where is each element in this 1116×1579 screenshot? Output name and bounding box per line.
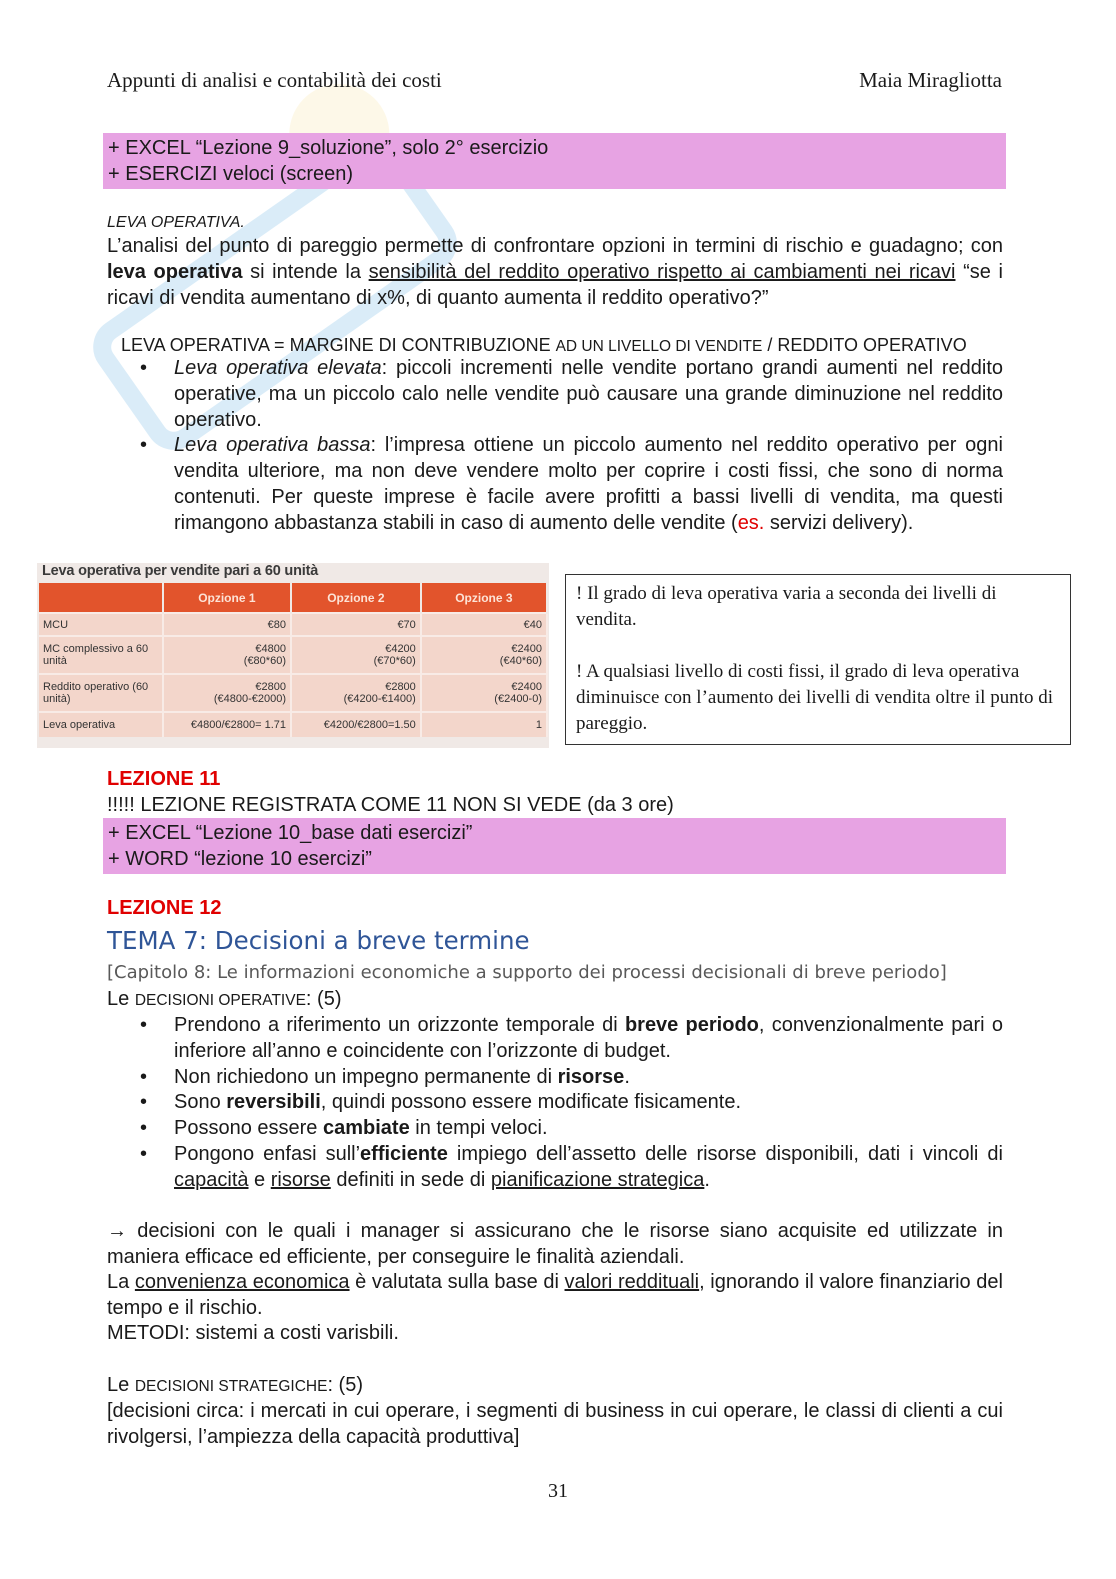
table-row: Leva operativa €4800/€2800= 1.71 €4200/€2800=1.50 1 [39, 712, 547, 737]
lesson-11-warning: !!!!! LEZIONE REGISTRATA COME 11 NON SI VEDE (da 3 ore) [107, 794, 674, 816]
header-title: Appunti di analisi e contabilità dei costi [107, 68, 442, 92]
decisioni-summary: → decisioni con le quali i manager si assicurano che le risorse siano acquisite ed utilizzate in maniera efficace ed efficiente, per conseguire le finalità aziendali. [107, 1220, 1003, 1268]
table-row: MC complessivo a 60 unità €4800 (€80*60) €4200 (€70*60) €2400 (€40*60) [39, 636, 547, 674]
leva-paragraph: L’analisi del punto di pareggio permette di confrontare opzioni in termini di rischio e guadagno; con leva operativa si intende la sensibilità del reddito operativo rispetto ai cambiamenti nei ricavi “se i ricavi di vendita aumentano di x%, di quanto aumenta il reddito operativo?” [107, 235, 1003, 309]
highlight-line: + WORD “lezione 10 esercizi” [108, 848, 372, 870]
list-item: • Prendono a riferimento un orizzonte temporale di breve periodo, convenzionalmente pari o inferiore all’anno e coincidente con l’orizzonte di budget. [107, 1013, 1003, 1065]
list-item: • Possono essere cambiate in tempi veloci. [107, 1116, 1003, 1142]
highlight-line: + EXCEL “Lezione 9_soluzione”, solo 2° esercizio [108, 137, 549, 159]
metodi-line: METODI: sistemi a costi varisbili. [107, 1322, 399, 1344]
leva-formula: LEVA OPERATIVA = MARGINE DI CONTRIBUZIONE AD UN LIVELLO DI VENDITE / REDDITO OPERATIVO [121, 335, 967, 355]
decisioni-strategiche-text: [decisioni circa: i mercati in cui operare, i segmenti di business in cui operare, le classi di clienti a cui rivolgersi, l’ampiezza della capacità produttiva] [107, 1400, 1003, 1448]
convenienza-paragraph: La convenienza economica è valutata sulla base di valori reddituali, ignorando il valore finanziario del tempo e il rischio. [107, 1271, 1003, 1319]
table-header: Opzione 3 [421, 583, 547, 613]
note-line: ! A qualsiasi livello di costi fissi, il grado di leva operativa diminuisce con l’aumento dei livelli di vendita oltre il punto di pareggio. [576, 661, 1054, 734]
table-header: Opzione 2 [291, 583, 421, 613]
decisioni-operative-heading: Le DECISIONI OPERATIVE: (5) [107, 988, 342, 1010]
leva-bullet-list [107, 356, 1003, 537]
table-row: Reddito operativo (60 unità) €2800 (€4800-€2000) €2800 (€4200-€1400) €2400 (€2400-0) [39, 674, 547, 712]
highlight-block-lesson-11 [103, 818, 1006, 874]
decisioni-strategiche-heading: Le DECISIONI STRATEGICHE: (5) [107, 1374, 363, 1396]
leva-table [39, 583, 548, 737]
decisioni-operative-list [107, 1013, 1003, 1194]
list-item: • Non richiedono un impegno permanente di risorse. [107, 1065, 1003, 1091]
section-heading-leva: LEVA OPERATIVA. [107, 214, 245, 231]
header-author: Maia Miragliotta [859, 68, 1002, 92]
tema-heading: TEMA 7: Decisioni a breve termine [107, 926, 530, 955]
note-box [565, 574, 1071, 745]
lesson-11-title: LEZIONE 11 [107, 768, 221, 790]
lesson-12-title: LEZIONE 12 [107, 897, 222, 919]
capitolo-reference: [Capitolo 8: Le informazioni economiche a supporto dei processi decisionali di breve periodo] [107, 962, 947, 983]
arrow-icon: → [107, 1220, 127, 1242]
note-line: ! Il grado di leva operativa varia a seconda dei livelli di vendita. [576, 583, 997, 630]
table-header: Opzione 1 [163, 583, 291, 613]
list-item: • Pongono enfasi sull’efficiente impiego dell’assetto delle risorse disponibili, dati i vincoli di capacità e risorse definiti in sede di pianificazione strategica. [107, 1142, 1003, 1194]
table-row: MCU €80 €70 €40 [39, 613, 547, 636]
highlight-line: + ESERCIZI veloci (screen) [108, 163, 354, 185]
highlight-line: + EXCEL “Lezione 10_base dati esercizi” [108, 822, 473, 844]
list-item: • Sono reversibili, quindi possono essere modificate fisicamente. [107, 1090, 1003, 1116]
table-title: Leva operativa per vendite pari a 60 unità [42, 563, 319, 579]
page-number: 31 [548, 1480, 568, 1502]
list-item: • Leva operativa bassa: l’impresa ottiene un piccolo aumento nel reddito operativo per ogni vendita ulteriore, ma non deve vendere molto per coprire i costi fissi, che sono di norma contenuti. Per queste imprese è facile avere profitti a bassi livelli di vendita, ma questi rimangono abbastanza stabili in caso di aumento delle vendite (es. servizi delivery). [107, 433, 1003, 536]
highlight-block-exercises [103, 133, 1006, 189]
list-item: • Leva operativa elevata: piccoli incrementi nelle vendite portano grandi aumenti nel reddito operative, ma un piccolo calo nelle vendite può causare una grande diminuzione nel reddito operativo. [107, 356, 1003, 433]
